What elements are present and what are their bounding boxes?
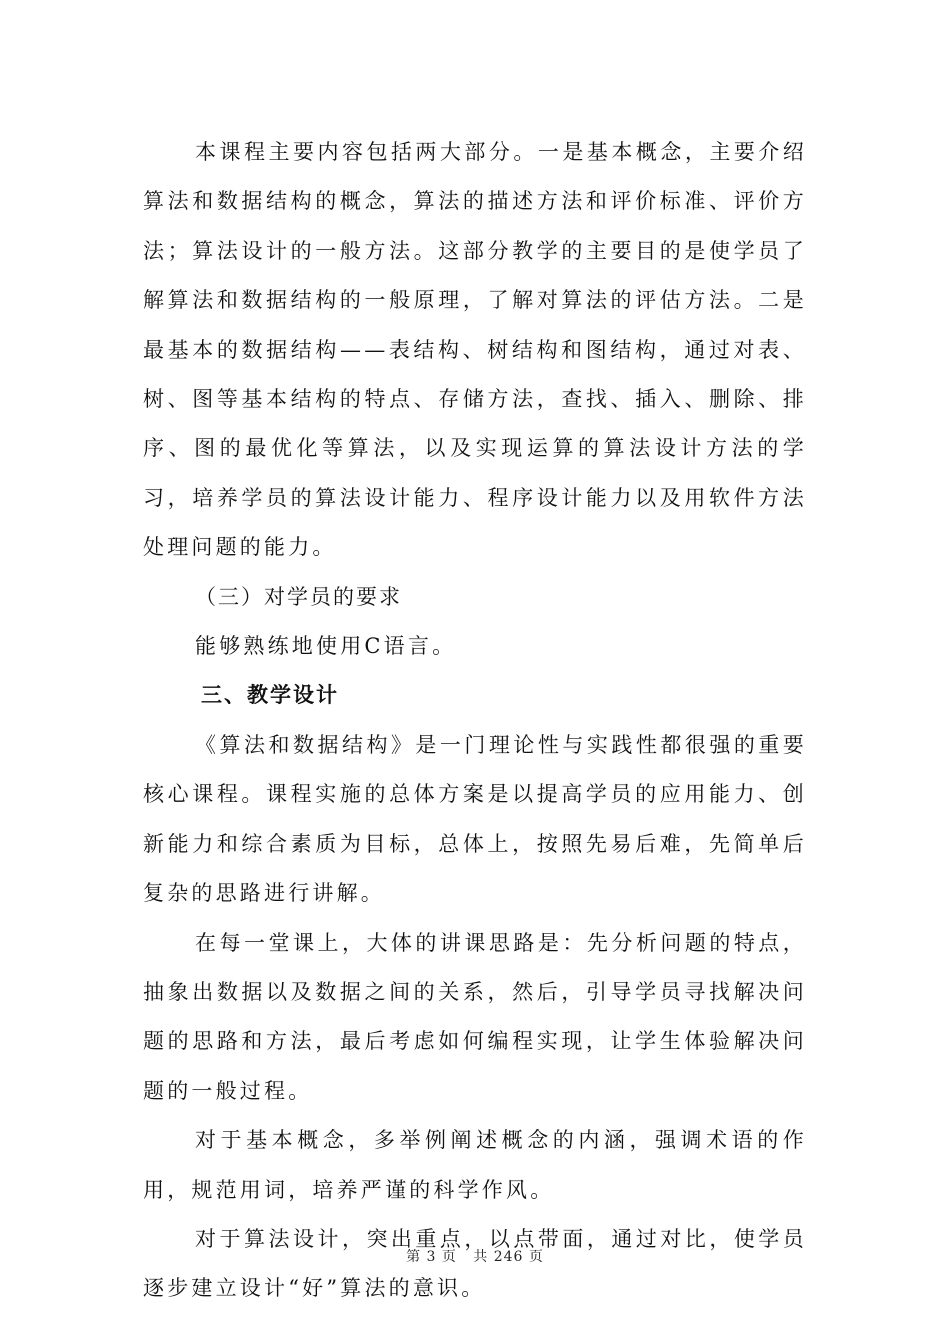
paragraph-course-content: 本课程主要内容包括两大部分。一是基本概念，主要介绍算法和数据结构的概念，算法的描述方法和评价标准、评价方法；算法设计的一般方法。这部分教学的主要目的是使学员了解算法和数据结构的一般原理，了解对算法的评估方法。二是最基本的数据结构——表结构、树结构和图结构，通过对表、树、图等基本结构的特点、存储方法，查找、插入、删除、排序、图的最优化等算法，以及实现运算的算法设计方法的学习，培养学员的算法设计能力、程序设计能力以及用软件方法处理问题的能力。 (143, 140, 807, 560)
paragraph-course-plan: 《算法和数据结构》是一门理论性与实践性都很强的重要核心课程。课程实施的总体方案是以提高学员的应用能力、创新能力和综合素质为目标，总体上，按照先易后难，先简单后复杂的思路进行讲解。 (143, 732, 807, 906)
page-number: 第 3 页 共 246 页 (406, 1249, 544, 1265)
paragraph-lecture-approach: 在每一堂课上，大体的讲课思路是：先分析问题的特点，抽象出数据以及数据之间的关系，然后，引导学员寻找解决问题的思路和方法，最后考虑如何编程实现，让学生体验解决问题的一般过程。 (143, 930, 807, 1103)
paragraph-algorithm-design: 对于算法设计，突出重点，以点带面，通过对比，使学员逐步建立设计“好”算法的意识。 (143, 1226, 807, 1301)
page-footer (0, 1246, 950, 1266)
paragraph-basic-concepts: 对于基本概念，多举例阐述概念的内涵，强调术语的作用，规范用词，培养严谨的科学作风。 (143, 1128, 807, 1202)
subheading-student-requirements: （三）对学员的要求 (195, 584, 402, 609)
section-heading-teaching-design: 三、教学设计 (201, 683, 339, 708)
page-body (143, 128, 807, 1314)
paragraph-c-language: 能够熟练地使用C语言。 (195, 634, 457, 659)
